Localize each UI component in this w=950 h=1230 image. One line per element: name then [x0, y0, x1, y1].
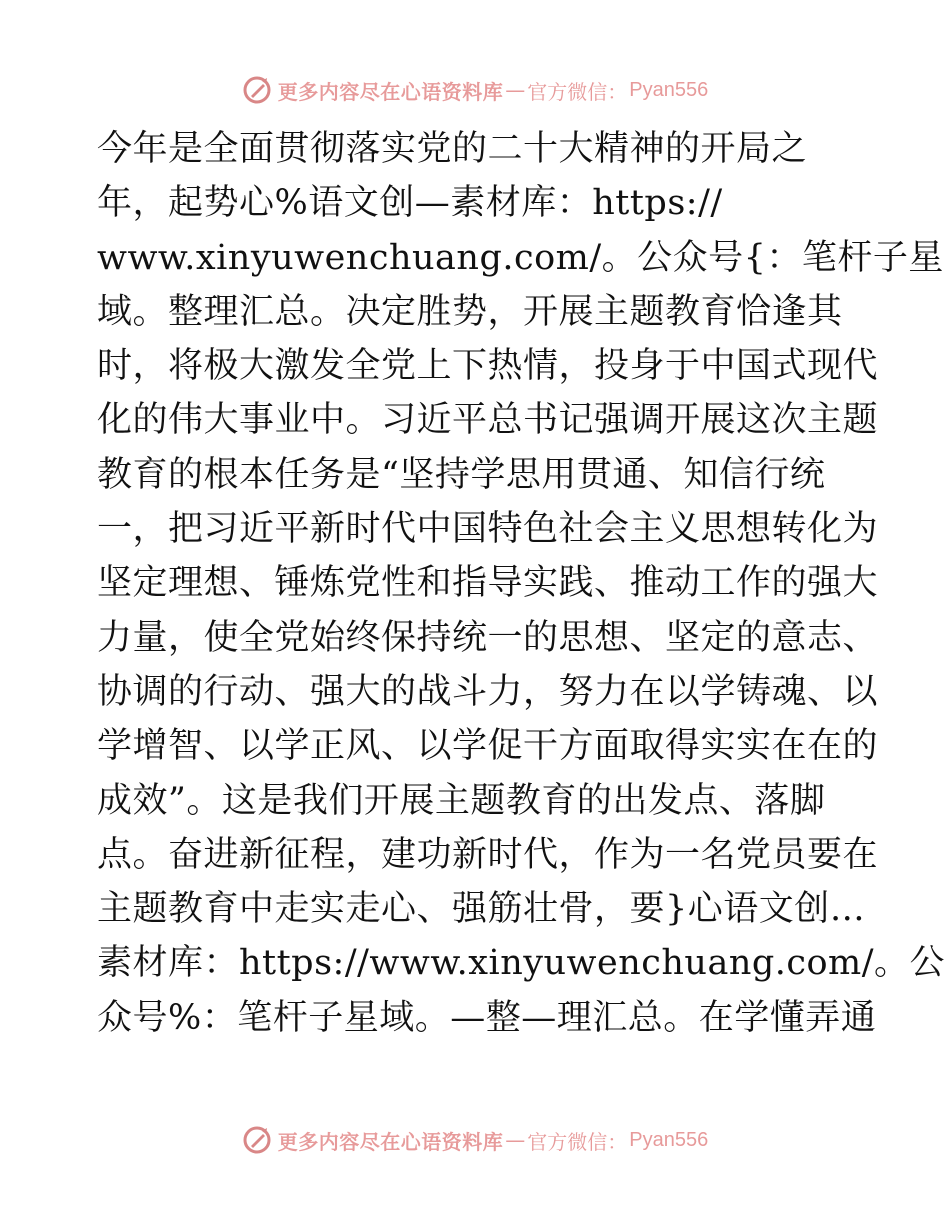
- footer-wechat-id: Pyan556: [629, 1128, 709, 1151]
- body-line: www.xinyuwenchuang.com/。公众号{：笔杆子星: [97, 237, 944, 278]
- footer-wechat-label: 官方微信：: [527, 1129, 628, 1154]
- footer-banner-dash: —: [505, 1128, 526, 1152]
- document-body: [97, 126, 946, 1049]
- body-line: 年，起势心%语文创—素材库：https://: [97, 183, 723, 224]
- header-wechat-id: Pyan556: [629, 78, 709, 101]
- body-line: 力量，使全党始终保持统一的思想、坚定的意志、: [97, 617, 879, 658]
- footer-banner: [0, 1120, 950, 1160]
- body-line: 主题教育中走实走心、强筋壮骨，要}心语文创…: [97, 889, 866, 930]
- body-line: 一，把习近平新时代中国特色社会主义思想转化为: [97, 509, 879, 550]
- header-wechat-label: 官方微信：: [527, 79, 628, 104]
- body-line: 域。整理汇总。决定胜势，开展主题教育恰逢其: [97, 291, 843, 332]
- body-line: 众号%：笔杆子星域。—整—理汇总。在学懂弄通: [97, 997, 877, 1038]
- body-line: 坚定理想、锤炼党性和指导实践、推动工作的强大: [97, 563, 879, 604]
- body-line: 点。奋进新征程，建功新时代，作为一名党员要在: [97, 834, 879, 875]
- header-banner: [0, 70, 950, 110]
- quill-logo-icon: [242, 75, 272, 105]
- footer-banner-text: 更多内容尽在心语资料库: [277, 1129, 504, 1154]
- body-line: 素材库：https://www.xinyuwenchuang.com/。公: [97, 943, 946, 984]
- quill-logo-icon: [242, 1125, 272, 1155]
- header-banner-text: 更多内容尽在心语资料库: [277, 79, 504, 104]
- body-line: 今年是全面贯彻落实党的二十大精神的开局之: [97, 129, 808, 169]
- body-line: 化的伟大事业中。习近平总书记强调开展这次主题: [97, 400, 879, 441]
- body-line: 教育的根本任务是“坚持学思用贯通、知信行统: [97, 454, 826, 495]
- body-line: 学增智、以学正风、以学促干方面取得实实在在的: [97, 726, 879, 767]
- body-line: 成效”。这是我们开展主题教育的出发点、落脚: [97, 780, 826, 821]
- body-line: 协调的行动、强大的战斗力，努力在以学铸魂、以: [97, 671, 879, 712]
- body-line: 时，将极大激发全党上下热情，投身于中国式现代: [97, 346, 879, 387]
- header-banner-dash: —: [505, 78, 526, 102]
